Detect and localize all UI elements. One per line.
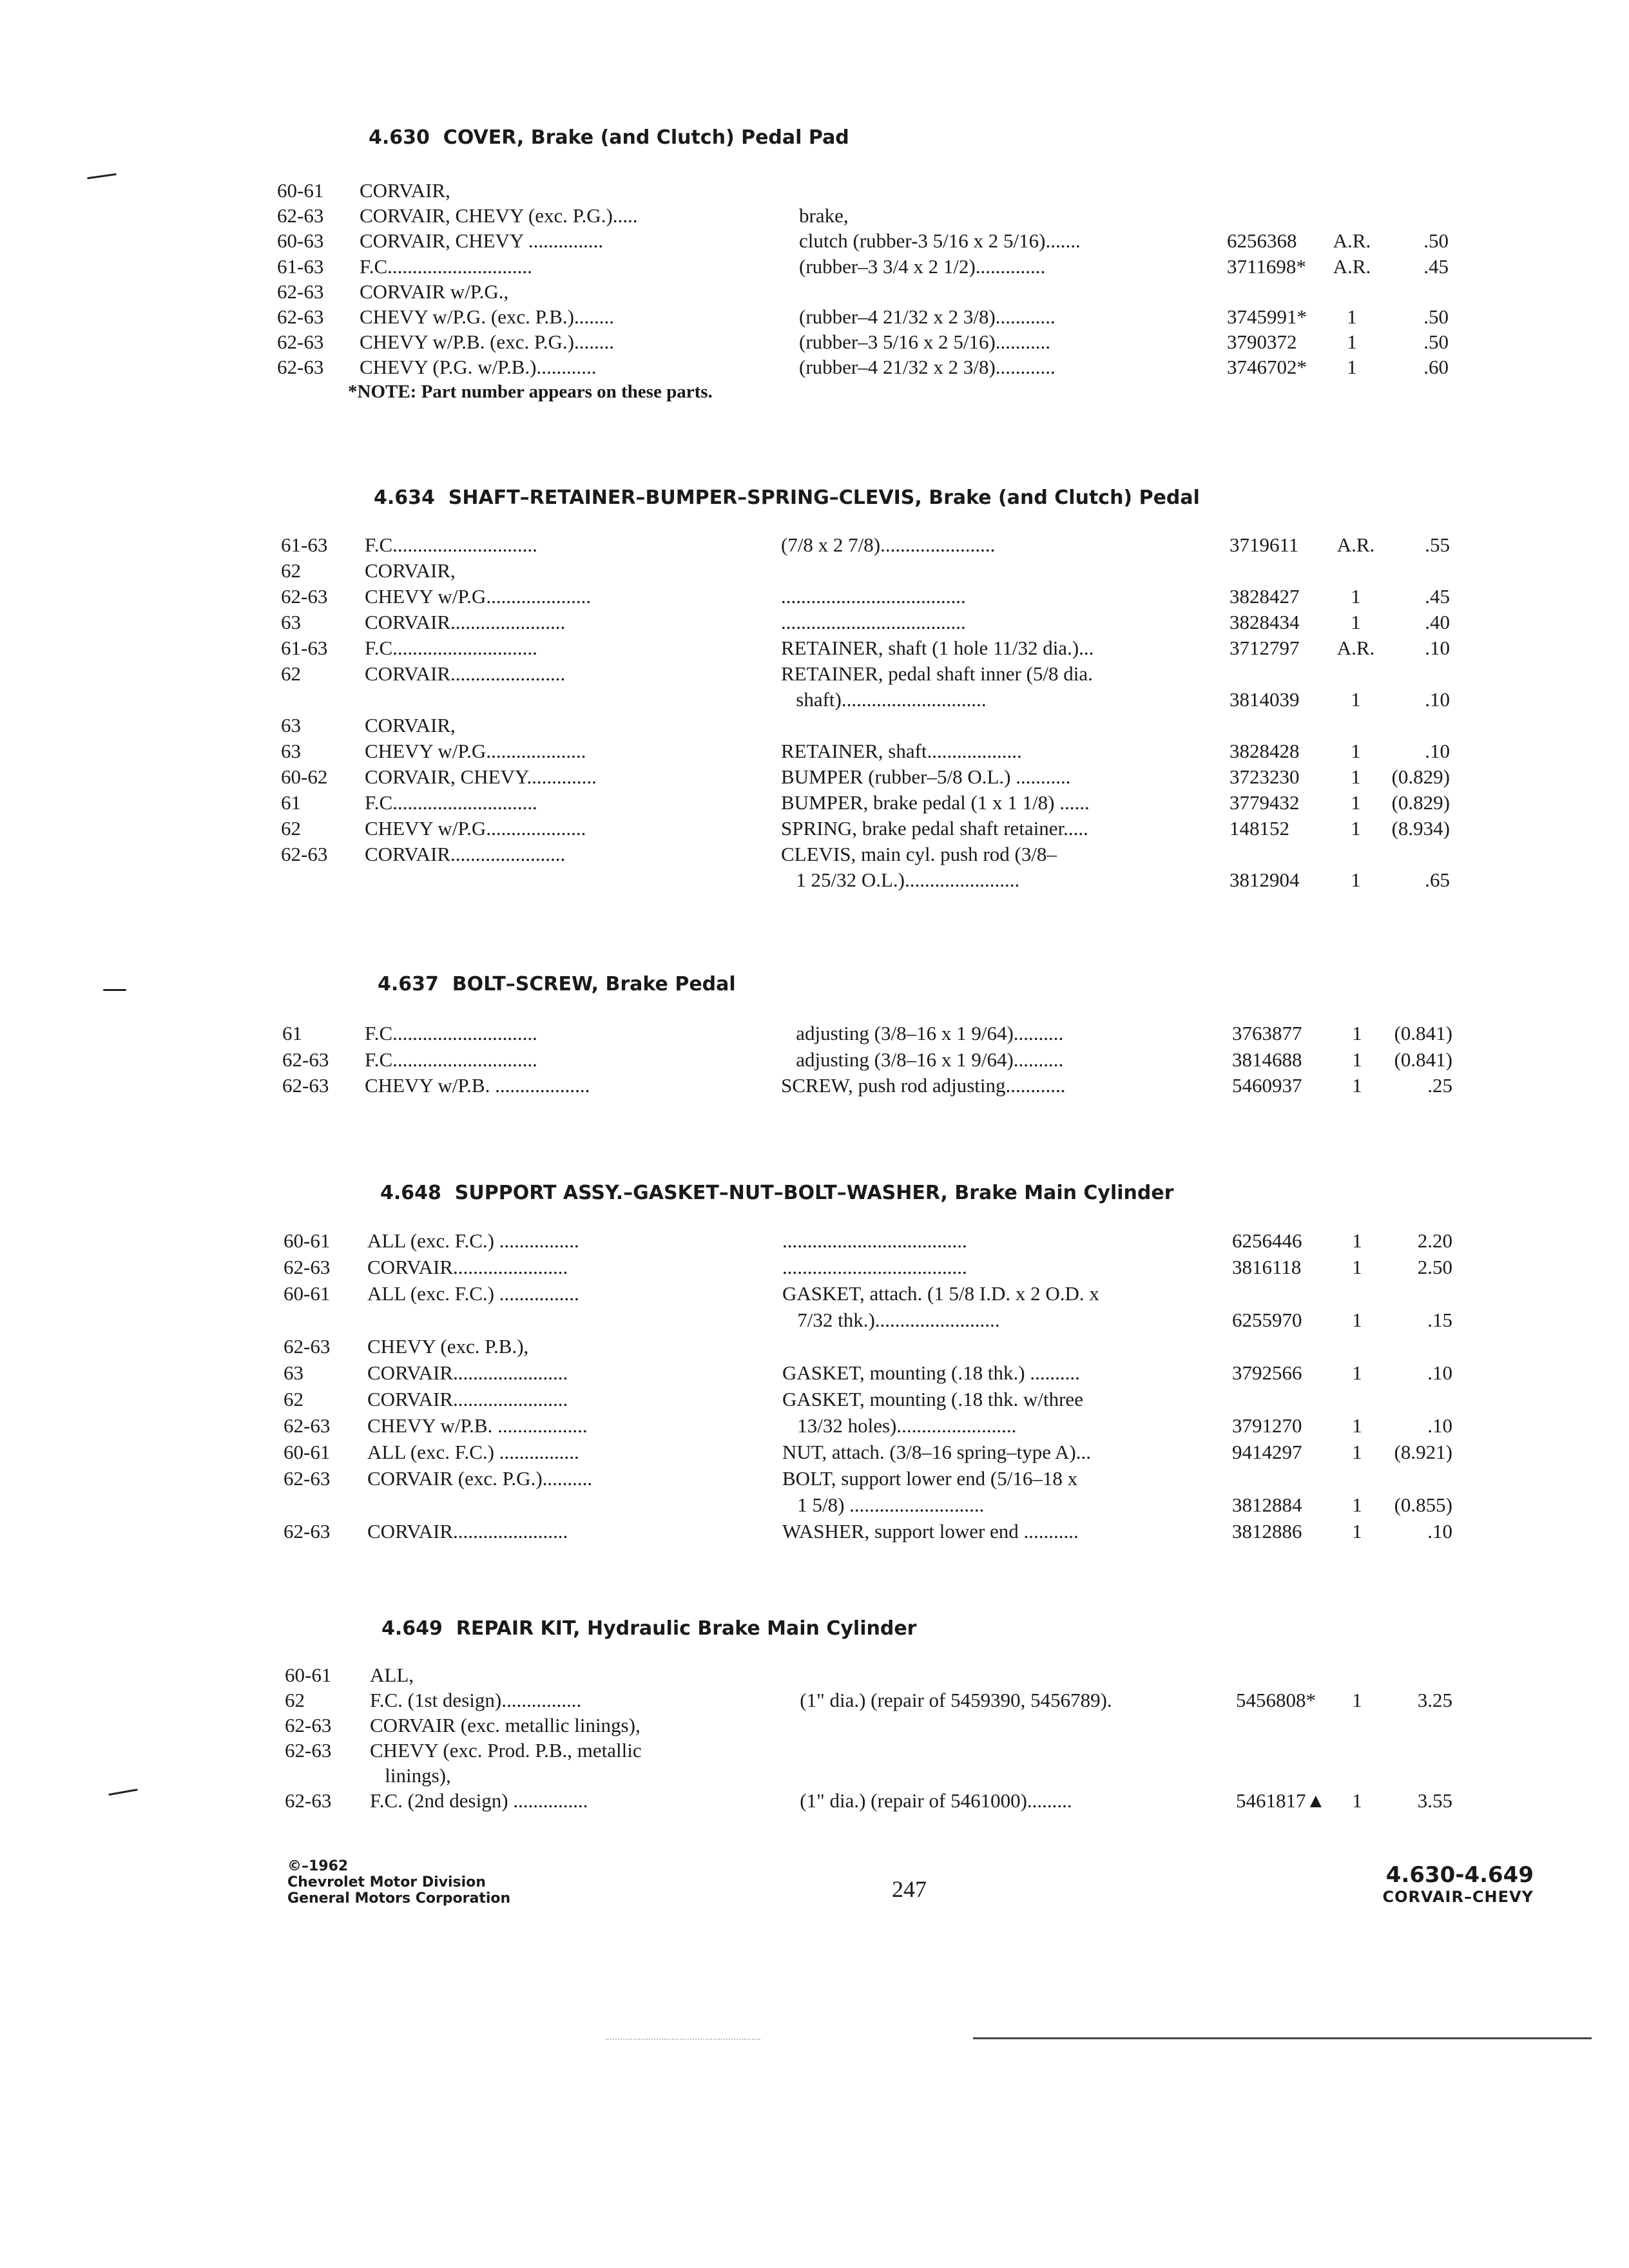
cell-model: CORVAIR, CHEVY ...............	[360, 229, 604, 252]
table-row	[0, 843, 1629, 869]
cell-qty: 1	[1352, 1441, 1362, 1463]
cell-model: CORVAIR,	[360, 179, 450, 202]
cell-desc: 13/32 holes)........................	[782, 1414, 1017, 1437]
footer-models: CORVAIR–CHEVY	[1382, 1888, 1534, 1906]
cell-price: (0.855)	[1394, 1494, 1452, 1516]
cell-part: 3719611	[1229, 533, 1299, 556]
cell-price: (8.934)	[1391, 817, 1450, 840]
cell-part: 6256446	[1232, 1229, 1302, 1252]
cell-desc: SCREW, push rod adjusting............	[781, 1074, 1066, 1097]
cell-desc: RETAINER, shaft...................	[781, 740, 1022, 762]
cell-model: CORVAIR.......................	[365, 611, 566, 633]
cell-part: 3816118	[1232, 1256, 1302, 1278]
table-row	[0, 1664, 1629, 1689]
cell-desc: GASKET, mounting (.18 thk.) ..........	[782, 1361, 1080, 1384]
cell-desc: shaft).............................	[781, 688, 987, 711]
cell-year: 61	[282, 1022, 302, 1044]
cell-price: .10	[1425, 740, 1450, 762]
cell-qty: 1	[1347, 356, 1357, 378]
cell-part: 3814688	[1232, 1048, 1302, 1071]
margin-mark	[87, 173, 117, 179]
cell-part: 6256368	[1227, 229, 1297, 252]
table-row	[0, 1789, 1629, 1815]
cell-qty: 1	[1351, 817, 1361, 840]
table-row	[0, 1282, 1629, 1308]
cell-model: ALL (exc. F.C.) ................	[367, 1282, 579, 1305]
cell-year: 60-61	[285, 1664, 332, 1686]
cell-year: 62-63	[277, 305, 324, 328]
cell-qty: 1	[1352, 1309, 1362, 1331]
cell-desc: BUMPER, brake pedal (1 x 1 1/8) ......	[781, 791, 1090, 814]
cell-model: CHEVY w/P.G....................	[365, 817, 586, 840]
cell-model: CHEVY w/P.G....................	[365, 740, 586, 762]
cell-model: CORVAIR, CHEVY (exc. P.G.).....	[360, 204, 638, 227]
cell-desc: adjusting (3/8–16 x 1 9/64)..........	[781, 1022, 1064, 1044]
cell-part: 3791270	[1232, 1414, 1302, 1437]
cell-desc: .....................................	[782, 1256, 967, 1278]
cell-price: 3.25	[1417, 1689, 1452, 1711]
section-heading	[369, 126, 849, 149]
table-row	[0, 637, 1629, 662]
footer-section-range: 4.630-4.649	[1385, 1862, 1534, 1888]
section-number: 4.649	[381, 1617, 443, 1640]
cell-desc: (1" dia.) (repair of 5459390, 5456789).	[785, 1689, 1112, 1711]
cell-year: 61	[281, 791, 301, 814]
section-subtitle: Brake Main Cylinder	[954, 1182, 1174, 1204]
cell-price: .55	[1425, 533, 1450, 556]
cell-price: (8.921)	[1394, 1441, 1452, 1463]
cell-part: 3746702*	[1227, 356, 1307, 378]
cell-model: CHEVY w/P.G.....................	[365, 585, 592, 608]
cell-desc: (rubber–4 21/32 x 2 3/8)............	[799, 356, 1055, 378]
cell-year: 62-63	[285, 1739, 332, 1762]
cell-model: CHEVY (exc. P.B.),	[367, 1335, 529, 1358]
cell-year: 62-63	[284, 1414, 331, 1437]
table-row	[0, 611, 1629, 637]
cell-price: .60	[1423, 356, 1449, 378]
cell-qty: 1	[1352, 1022, 1362, 1044]
section-title: COVER,	[443, 126, 525, 149]
footer-range	[1276, 1862, 1534, 1906]
cell-year: 60-63	[277, 229, 324, 252]
cell-model: CORVAIR,	[365, 559, 456, 582]
cell-price: .10	[1425, 637, 1450, 659]
cell-model: CORVAIR (exc. P.G.)..........	[367, 1467, 593, 1490]
table-row	[0, 559, 1629, 585]
cell-desc: 1 25/32 O.L.).......................	[781, 869, 1020, 891]
cell-year: 61-63	[281, 533, 328, 556]
cell-model: CHEVY w/P.B. (exc. P.G.)........	[360, 331, 614, 353]
cell-desc: RETAINER, pedal shaft inner (5/8 dia.	[781, 662, 1093, 685]
section-heading	[380, 1182, 1174, 1204]
table-row	[0, 305, 1629, 331]
table-row	[0, 255, 1629, 281]
cell-desc: (7/8 x 2 7/8).......................	[781, 533, 996, 556]
table-row	[0, 1256, 1629, 1282]
cell-qty: A.R.	[1336, 637, 1375, 659]
cell-part: 3828434	[1229, 611, 1300, 633]
table-row	[0, 533, 1629, 559]
cell-part: 3723230	[1229, 765, 1300, 788]
cell-desc: clutch (rubber-3 5/16 x 2 5/16).......	[799, 229, 1081, 252]
cell-qty: 1	[1352, 1074, 1362, 1097]
cell-qty: 1	[1351, 611, 1361, 633]
cell-year: 62-63	[284, 1335, 331, 1358]
cell-qty: 1	[1351, 740, 1361, 762]
table-row	[0, 662, 1629, 688]
table-row	[0, 1361, 1629, 1387]
cell-year: 62-63	[281, 843, 328, 865]
cell-qty: 1	[1352, 1256, 1362, 1278]
cell-qty: 1	[1351, 585, 1361, 608]
table-row	[0, 1520, 1629, 1546]
section-number: 4.630	[369, 126, 430, 149]
table-row	[0, 1414, 1629, 1440]
cell-model: F.C. (1st design)................	[370, 1689, 582, 1711]
cell-model: F.C.............................	[360, 255, 532, 278]
cell-year: 62-63	[284, 1520, 331, 1542]
cell-qty: 1	[1351, 791, 1361, 814]
table-row	[0, 1074, 1629, 1100]
cell-desc: NUT, attach. (3/8–16 spring–type A)...	[782, 1441, 1091, 1463]
cell-model: F.C.............................	[365, 1022, 537, 1044]
cell-desc: SPRING, brake pedal shaft retainer.....	[781, 817, 1088, 840]
table-row	[0, 1739, 1629, 1765]
cell-year: 63	[281, 740, 301, 762]
cell-model: F.C. (2nd design) ...............	[370, 1789, 588, 1812]
cell-qty: A.R.	[1336, 533, 1375, 556]
cell-year: 62-63	[277, 331, 324, 353]
section-title: SUPPORT ASSY.–GASKET–NUT–BOLT–WASHER,	[454, 1182, 948, 1204]
table-row	[0, 204, 1629, 230]
cell-model: CHEVY w/P.G. (exc. P.B.)........	[360, 305, 614, 328]
cell-qty: A.R.	[1333, 229, 1371, 252]
cell-year: 62-63	[285, 1714, 332, 1736]
cell-year: 60-61	[284, 1229, 331, 1252]
part-number-note: *NOTE: Part number appears on these parts.	[348, 381, 713, 402]
section-subtitle: Hydraulic Brake Main Cylinder	[587, 1617, 917, 1640]
cell-year: 62-63	[285, 1789, 332, 1812]
cell-price: (0.829)	[1391, 765, 1450, 788]
cell-desc: 1 5/8) ...........................	[782, 1494, 985, 1516]
cell-desc: 7/32 thk.).........................	[782, 1309, 1000, 1331]
table-row	[0, 1335, 1629, 1361]
cell-model: CORVAIR w/P.G.,	[360, 280, 509, 303]
cell-qty: 1	[1352, 1361, 1362, 1384]
footer-division: Chevrolet Motor Division	[287, 1874, 486, 1890]
cell-part: 3763877	[1232, 1022, 1302, 1044]
cell-year: 62	[281, 817, 301, 840]
cell-year: 61-63	[281, 637, 328, 659]
table-row	[0, 1689, 1629, 1715]
cell-qty: 1	[1352, 1789, 1362, 1812]
cell-part: 3790372	[1227, 331, 1297, 353]
cell-model: CHEVY (P.G. w/P.B.)............	[360, 356, 597, 378]
table-row	[0, 869, 1629, 894]
table-row	[0, 585, 1629, 611]
cell-qty: 1	[1347, 331, 1357, 353]
cell-desc: RETAINER, shaft (1 hole 11/32 dia.)...	[781, 637, 1094, 659]
cell-qty: 1	[1352, 1229, 1362, 1252]
table-row	[0, 1388, 1629, 1414]
cell-price: .10	[1427, 1361, 1452, 1384]
cell-desc: (1" dia.) (repair of 5461000).........	[785, 1789, 1072, 1812]
cell-model: CORVAIR.......................	[367, 1388, 568, 1410]
section-title: REPAIR KIT,	[456, 1617, 581, 1640]
cell-part: 148152	[1229, 817, 1289, 840]
cell-model: CHEVY (exc. Prod. P.B., metallic	[370, 1739, 642, 1762]
footer-copyright: ©–1962	[287, 1858, 349, 1874]
table-row	[0, 765, 1629, 791]
cell-year: 62-63	[282, 1074, 329, 1097]
footer-corporation: General Motors Corporation	[287, 1890, 511, 1907]
cell-desc: BOLT, support lower end (5/16–18 x	[782, 1467, 1078, 1490]
table-row	[0, 1714, 1629, 1740]
cell-price: .45	[1425, 585, 1450, 608]
section-heading	[374, 486, 1200, 509]
section-title: SHAFT–RETAINER–BUMPER–SPRING–CLEVIS,	[448, 486, 922, 509]
table-row	[0, 229, 1629, 255]
cell-model: ALL (exc. F.C.) ................	[367, 1441, 579, 1463]
table-row	[0, 1764, 1629, 1790]
cell-year: 60-62	[281, 765, 328, 788]
cell-model: CORVAIR.......................	[365, 662, 566, 685]
cell-year: 62	[281, 662, 301, 685]
cell-model: CORVAIR,	[365, 714, 456, 736]
faint-rule	[606, 2039, 760, 2041]
cell-model: CORVAIR.......................	[367, 1520, 568, 1542]
cell-part: 5461817▲	[1236, 1789, 1326, 1812]
cell-part: 3812884	[1232, 1494, 1302, 1516]
cell-year: 62	[285, 1689, 305, 1711]
cell-price: .50	[1423, 305, 1449, 328]
cell-year: 63	[284, 1361, 304, 1384]
cell-year: 60-61	[284, 1282, 331, 1305]
cell-qty: 1	[1352, 1414, 1362, 1437]
cell-desc: WASHER, support lower end ...........	[782, 1520, 1079, 1542]
page-number: 247	[892, 1876, 927, 1902]
cell-qty: 1	[1351, 765, 1361, 788]
cell-price: .65	[1425, 869, 1450, 891]
cell-price: (0.841)	[1394, 1048, 1452, 1071]
table-row	[0, 688, 1629, 714]
cell-price: .10	[1427, 1520, 1452, 1542]
cell-qty: 1	[1352, 1520, 1362, 1542]
cell-part: 6255970	[1232, 1309, 1302, 1331]
table-row	[0, 740, 1629, 765]
cell-qty: 1	[1352, 1689, 1362, 1711]
cell-desc: .....................................	[781, 585, 966, 608]
cell-price: .45	[1423, 255, 1449, 278]
table-row	[0, 1441, 1629, 1466]
cell-qty: A.R.	[1333, 255, 1371, 278]
table-row	[0, 1494, 1629, 1519]
cell-desc: brake,	[799, 204, 849, 227]
cell-year: 60-61	[277, 179, 324, 202]
cell-part: 5456808*	[1236, 1689, 1316, 1711]
cell-desc: GASKET, mounting (.18 thk. w/three	[782, 1388, 1083, 1410]
cell-year: 62	[284, 1388, 304, 1410]
cell-model: CHEVY w/P.B. ..................	[367, 1414, 588, 1437]
cell-part: 3812886	[1232, 1520, 1302, 1542]
cell-model: linings),	[370, 1764, 451, 1787]
table-row	[0, 280, 1629, 306]
cell-part: 5460937	[1232, 1074, 1302, 1097]
cell-model: CORVAIR.......................	[367, 1361, 568, 1384]
cell-year: 62-63	[277, 280, 324, 303]
section-heading	[378, 973, 736, 995]
table-row	[0, 331, 1629, 356]
cell-desc: CLEVIS, main cyl. push rod (3/8–	[781, 843, 1057, 865]
cell-qty: 1	[1351, 688, 1361, 711]
cell-qty: 1	[1352, 1494, 1362, 1516]
cell-year: 62-63	[281, 585, 328, 608]
cell-desc: GASKET, attach. (1 5/8 I.D. x 2 O.D. x	[782, 1282, 1099, 1305]
cell-year: 63	[281, 714, 301, 736]
cell-price: .40	[1425, 611, 1450, 633]
cell-part: 3779432	[1229, 791, 1300, 814]
cell-model: F.C.............................	[365, 533, 537, 556]
table-row	[0, 1467, 1629, 1493]
cell-price: .50	[1423, 331, 1449, 353]
cell-model: CHEVY w/P.B. ...................	[365, 1074, 590, 1097]
cell-qty: 1	[1352, 1048, 1362, 1071]
cell-part: 3828428	[1229, 740, 1300, 762]
table-row	[0, 714, 1629, 740]
cell-year: 62-63	[282, 1048, 329, 1071]
cell-price: 3.55	[1417, 1789, 1452, 1812]
cell-year: 62-63	[284, 1467, 331, 1490]
table-row	[0, 791, 1629, 817]
section-subtitle: Brake (and Clutch) Pedal Pad	[530, 126, 849, 149]
cell-price: 2.50	[1417, 1256, 1452, 1278]
cell-part: 3792566	[1232, 1361, 1302, 1384]
cell-qty: 1	[1351, 869, 1361, 891]
cell-price: .10	[1425, 688, 1450, 711]
cell-year: 62-63	[277, 356, 324, 378]
footer-credits	[287, 1858, 510, 1907]
cell-part: 3712797	[1229, 637, 1300, 659]
section-subtitle: Brake (and Clutch) Pedal	[929, 486, 1200, 509]
cell-desc: .....................................	[782, 1229, 967, 1252]
cell-part: 3828427	[1229, 585, 1300, 608]
table-row	[0, 1229, 1629, 1255]
cell-model: CORVAIR, CHEVY..............	[365, 765, 597, 788]
cell-price: 2.20	[1417, 1229, 1452, 1252]
cell-model: CORVAIR.......................	[365, 843, 566, 865]
cell-desc: .....................................	[781, 611, 966, 633]
cell-year: 61-63	[277, 255, 324, 278]
cell-part: 9414297	[1232, 1441, 1302, 1463]
cell-desc: adjusting (3/8–16 x 1 9/64)..........	[781, 1048, 1064, 1071]
cell-part: 3812904	[1229, 869, 1300, 891]
cell-year: 62-63	[284, 1256, 331, 1278]
cell-year: 62-63	[277, 204, 324, 227]
section-subtitle: Brake Pedal	[605, 973, 736, 995]
table-row	[0, 1309, 1629, 1334]
margin-mark	[103, 989, 126, 991]
table-row	[0, 1048, 1629, 1074]
cell-model: ALL,	[370, 1664, 414, 1686]
cell-model: F.C.............................	[365, 791, 537, 814]
cell-model: ALL (exc. F.C.) ................	[367, 1229, 579, 1252]
cell-desc: (rubber–3 3/4 x 2 1/2)..............	[799, 255, 1046, 278]
section-number: 4.637	[378, 973, 439, 995]
section-number: 4.648	[380, 1182, 441, 1204]
cell-part: 3814039	[1229, 688, 1300, 711]
cell-desc: (rubber–4 21/32 x 2 3/8)............	[799, 305, 1055, 328]
cell-model: CORVAIR (exc. metallic linings),	[370, 1714, 641, 1736]
cell-price: .10	[1427, 1414, 1452, 1437]
cell-year: 60-61	[284, 1441, 331, 1463]
section-title: BOLT–SCREW,	[452, 973, 599, 995]
cell-year: 63	[281, 611, 301, 633]
table-row	[0, 1022, 1629, 1048]
bottom-rule	[973, 2037, 1592, 2039]
cell-price: (0.829)	[1391, 791, 1450, 814]
table-row	[0, 356, 1629, 381]
section-heading	[381, 1617, 916, 1640]
cell-price: .25	[1427, 1074, 1452, 1097]
cell-model: CORVAIR.......................	[367, 1256, 568, 1278]
table-row	[0, 179, 1629, 205]
cell-year: 62	[281, 559, 301, 582]
cell-price: (0.841)	[1394, 1022, 1452, 1044]
cell-part: 3711698*	[1227, 255, 1306, 278]
table-row	[0, 817, 1629, 843]
cell-qty: 1	[1347, 305, 1357, 328]
cell-model: F.C.............................	[365, 637, 537, 659]
cell-desc: BUMPER (rubber–5/8 O.L.) ...........	[781, 765, 1071, 788]
cell-model: F.C.............................	[365, 1048, 537, 1071]
cell-part: 3745991*	[1227, 305, 1307, 328]
cell-price: .15	[1427, 1309, 1452, 1331]
cell-desc: (rubber–3 5/16 x 2 5/16)...........	[799, 331, 1051, 353]
cell-price: .50	[1423, 229, 1449, 252]
section-number: 4.634	[374, 486, 435, 509]
